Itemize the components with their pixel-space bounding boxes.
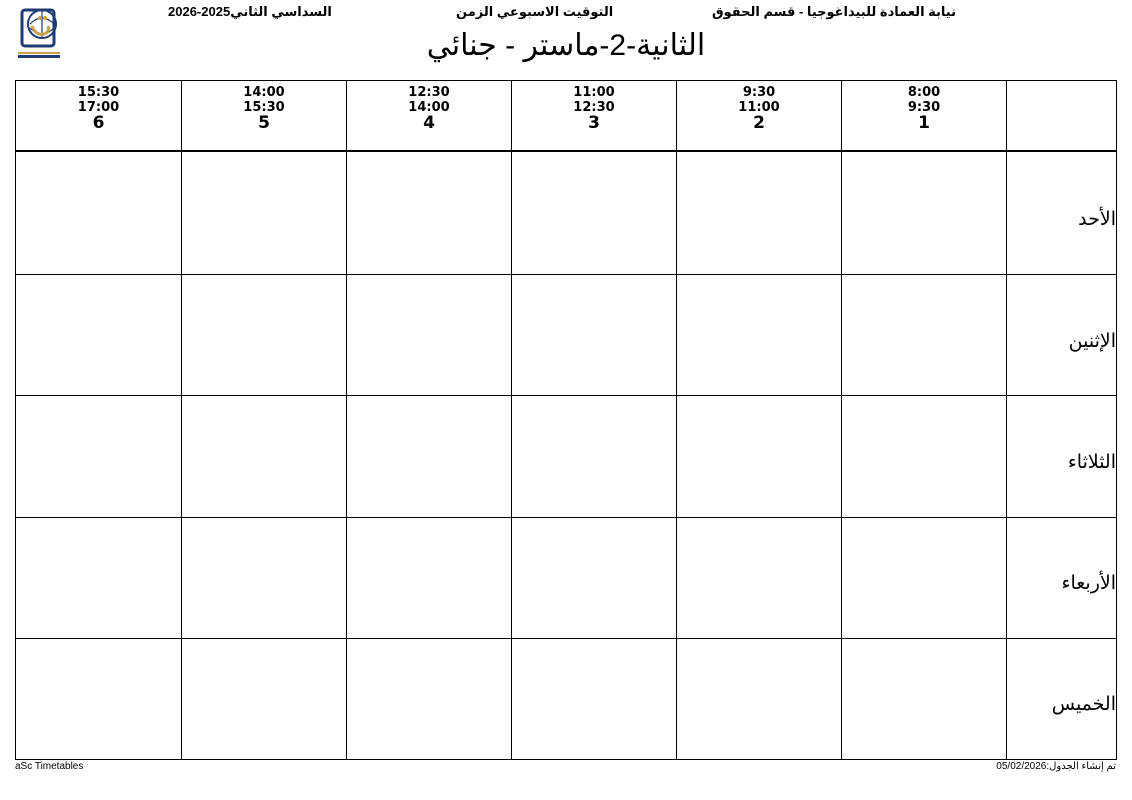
slot-cell [182, 151, 347, 275]
period-start: 14:00 [243, 85, 285, 100]
period-end: 17:00 [77, 100, 120, 115]
slot-cell [677, 517, 842, 638]
slot-cell [347, 396, 512, 517]
period-header-6 [16, 81, 182, 152]
slot-cell [842, 396, 1007, 517]
footer-created-date: تم إنشاء الجدول:05/02/2026 [996, 761, 1116, 772]
slot-cell [842, 275, 1007, 396]
slot-cell [182, 517, 347, 638]
period-start: 8:00 [907, 85, 941, 100]
period-header-2 [677, 81, 842, 152]
period-end: 9:30 [907, 100, 941, 115]
slot-cell [16, 151, 182, 275]
period-start: 11:00 [573, 85, 615, 100]
day-row-monday [16, 275, 1117, 396]
semester-label: السداسي الثاني2025-2026 [168, 4, 332, 19]
period-end: 15:30 [243, 100, 285, 115]
day-row-wednesday [16, 517, 1117, 638]
day-label [1007, 151, 1117, 275]
day-label-text: الثلاثاء [1067, 452, 1116, 473]
slot-cell [16, 275, 182, 396]
slot-cell [347, 275, 512, 396]
period-end: 11:00 [738, 100, 780, 115]
slot-cell [347, 517, 512, 638]
period-number: 5 [258, 113, 270, 133]
slot-cell [182, 396, 347, 517]
period-header-row [16, 81, 1117, 152]
corner-cell [1007, 81, 1117, 152]
period-start: 15:30 [77, 85, 120, 100]
day-label [1007, 275, 1117, 396]
timing-label: التوقيت الاسبوعي الزمن [456, 4, 614, 19]
slot-cell [347, 151, 512, 275]
timetable-grid [15, 80, 1117, 760]
slot-cell [16, 638, 182, 759]
footer-app-name: aSc Timetables [15, 761, 84, 772]
slot-cell [677, 275, 842, 396]
slot-cell [677, 151, 842, 275]
period-number: 2 [753, 113, 765, 133]
period-number: 3 [588, 113, 600, 133]
department-label: نيابة العمادة للبيداغوجيا - قسم الحقوق [712, 4, 956, 19]
day-label-text: الأربعاء [1061, 573, 1116, 595]
slot-cell [16, 517, 182, 638]
slot-cell [182, 275, 347, 396]
slot-cell [842, 517, 1007, 638]
timetable-title: الثانية-2-ماستر - جنائي [426, 29, 706, 62]
day-label [1007, 396, 1117, 517]
slot-cell [842, 151, 1007, 275]
slot-cell [182, 638, 347, 759]
slot-cell [842, 638, 1007, 759]
slot-cell [16, 396, 182, 517]
slot-cell [512, 638, 677, 759]
day-label [1007, 517, 1117, 638]
slot-cell [512, 396, 677, 517]
period-header-5 [182, 81, 347, 152]
period-start: 12:30 [408, 85, 450, 100]
day-label-text: الإثنين [1068, 330, 1116, 352]
slot-cell [512, 151, 677, 275]
slot-cell [512, 517, 677, 638]
period-end: 12:30 [573, 100, 615, 115]
period-header-1 [842, 81, 1007, 152]
period-end: 14:00 [408, 100, 450, 115]
day-row-thursday [16, 638, 1117, 759]
period-start: 9:30 [742, 85, 776, 100]
period-number: 6 [92, 113, 105, 133]
day-row-tuesday [16, 396, 1117, 517]
period-header-3 [512, 81, 677, 152]
slot-cell [512, 275, 677, 396]
day-label-text: الخميس [1051, 694, 1116, 716]
slot-cell [347, 638, 512, 759]
slot-cell [677, 396, 842, 517]
period-header-4 [347, 81, 512, 152]
period-number: 1 [918, 113, 930, 133]
period-number: 4 [423, 113, 435, 133]
day-label [1007, 638, 1117, 759]
day-label-text: الأحد [1078, 208, 1116, 230]
day-row-sunday [16, 151, 1117, 275]
slot-cell [677, 638, 842, 759]
